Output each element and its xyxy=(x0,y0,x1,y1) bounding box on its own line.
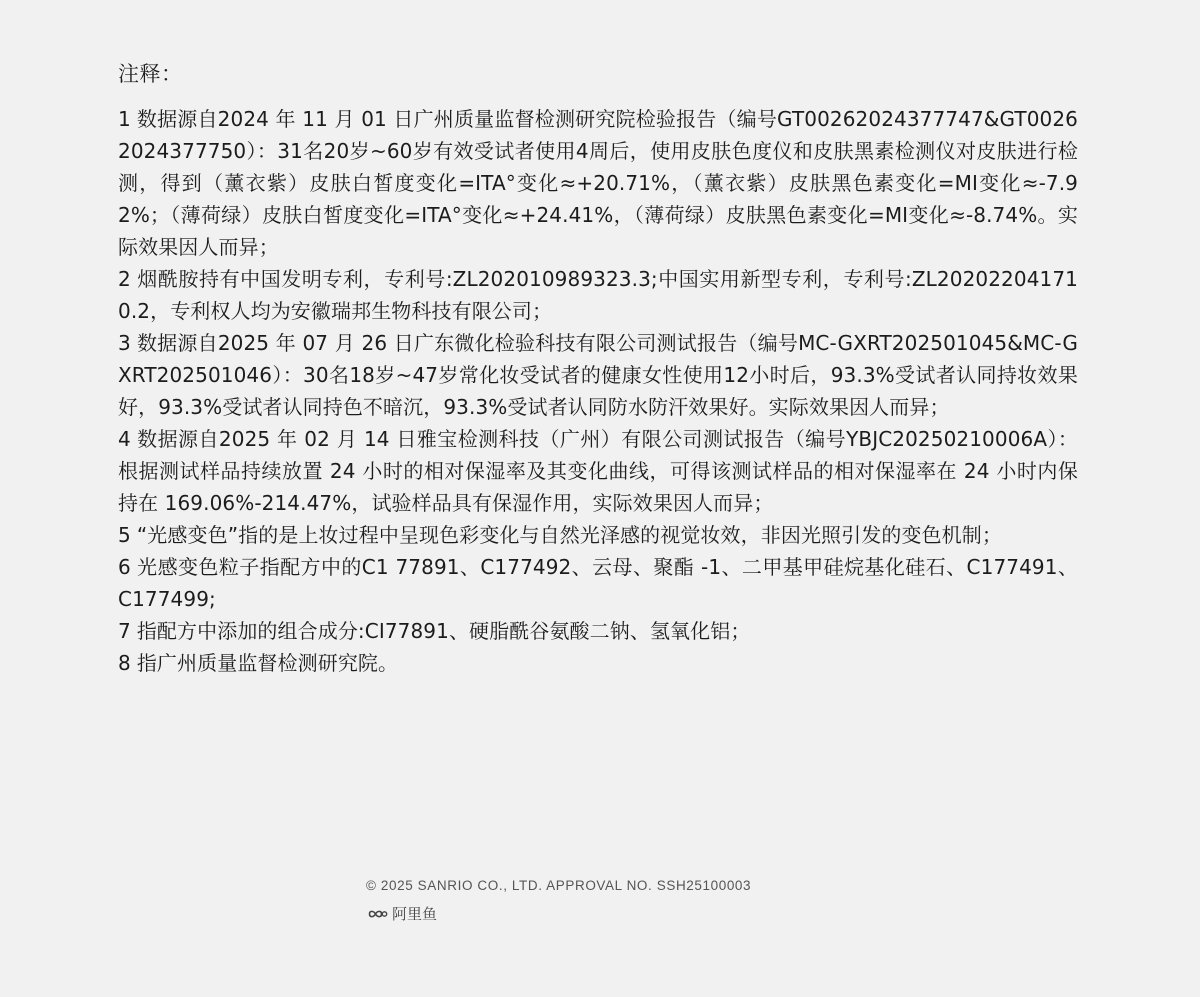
brand xyxy=(366,905,751,923)
note-text: 光感变色粒子指配方中的C1 77891、C177492、云母、聚酯 -1、二甲基甲硅烷基化硅石、C177491、C177499; xyxy=(118,555,1078,611)
note-text: 数据源自2025 年 02 月 14 日雅宝检测科技（广州）有限公司测试报告（编号YBJC20250210006A）：根据测试样品持续放置 24 小时的相对保湿率及其变化曲线，可得该测试样品的相对保湿率在 24 小时内保持在 169.06%-214.47%，试验样品具有保湿作用，实际效果因人而异； xyxy=(118,427,1078,515)
note-item-7 xyxy=(118,615,1078,647)
note-number: 7 xyxy=(118,619,131,643)
brand-name: 阿里鱼 xyxy=(392,905,438,923)
note-text: 指广州质量监督检测研究院。 xyxy=(136,651,399,675)
note-item-1 xyxy=(118,103,1078,263)
note-text: 烟酰胺持有中国发明专利，专利号:ZL202010989323.3;中国实用新型专利，专利号:ZL202022041710.2，专利权人均为安徽瑞邦生物科技有限公司； xyxy=(118,267,1078,323)
note-item-8 xyxy=(118,647,1078,679)
note-item-2 xyxy=(118,263,1078,327)
note-number: 4 xyxy=(118,427,131,451)
note-number: 6 xyxy=(118,555,131,579)
note-item-6 xyxy=(118,551,1078,615)
note-number: 8 xyxy=(118,651,131,675)
note-number: 1 xyxy=(118,107,131,131)
note-text: 指配方中添加的组合成分:CI77891、硬脂酰谷氨酸二钠、氢氧化铝； xyxy=(136,619,751,643)
notes-heading: 注释： xyxy=(118,62,183,86)
copyright-text: © 2025 SANRIO CO., LTD. APPROVAL NO. SSH25100003 xyxy=(366,878,752,893)
note-item-3 xyxy=(118,327,1078,423)
note-number: 3 xyxy=(118,331,131,355)
note-number: 2 xyxy=(118,267,131,291)
note-text: “光感变色”指的是上妆过程中呈现色彩变化与自然光泽感的视觉妆效，非因光照引发的变色机制； xyxy=(136,523,1002,547)
note-list xyxy=(118,103,1078,679)
note-number: 5 xyxy=(118,523,131,547)
note-text: 数据源自2024 年 11 月 01 日广州质量监督检测研究院检验报告（编号GT00262024377747&GT00262024377750）：31名20岁~60岁有效受试者使用4周后，使用皮肤色度仪和皮肤黑素检测仪对皮肤进行检测，得到（薰衣紫）皮肤白皙度变化=ITA°变化≈+20.71%，（薰衣紫）皮肤黑色素变化=MI变化≈-7.92%；（薄荷绿）皮肤白皙度变化=ITA°变化≈+24.41%，（薄荷绿）皮肤黑色素变化=MI变化≈-8.74%。实际效果因人而异； xyxy=(118,107,1078,259)
note-item-4 xyxy=(118,423,1078,519)
note-text: 数据源自2025 年 07 月 26 日广东微化检验科技有限公司测试报告（编号MC-GXRT202501045&MC-GXRT202501046）：30名18岁~47岁常化妆受试者的健康女性使用12小时后，93.3%受试者认同持妆效果好，93.3%受试者认同持色不暗沉，93.3%受试者认同防水防汗效果好。实际效果因人而异； xyxy=(118,331,1078,419)
note-item-5 xyxy=(118,519,1078,551)
notes-section xyxy=(118,60,1078,679)
footer xyxy=(366,877,751,923)
aliyu-logo-icon xyxy=(366,906,388,922)
